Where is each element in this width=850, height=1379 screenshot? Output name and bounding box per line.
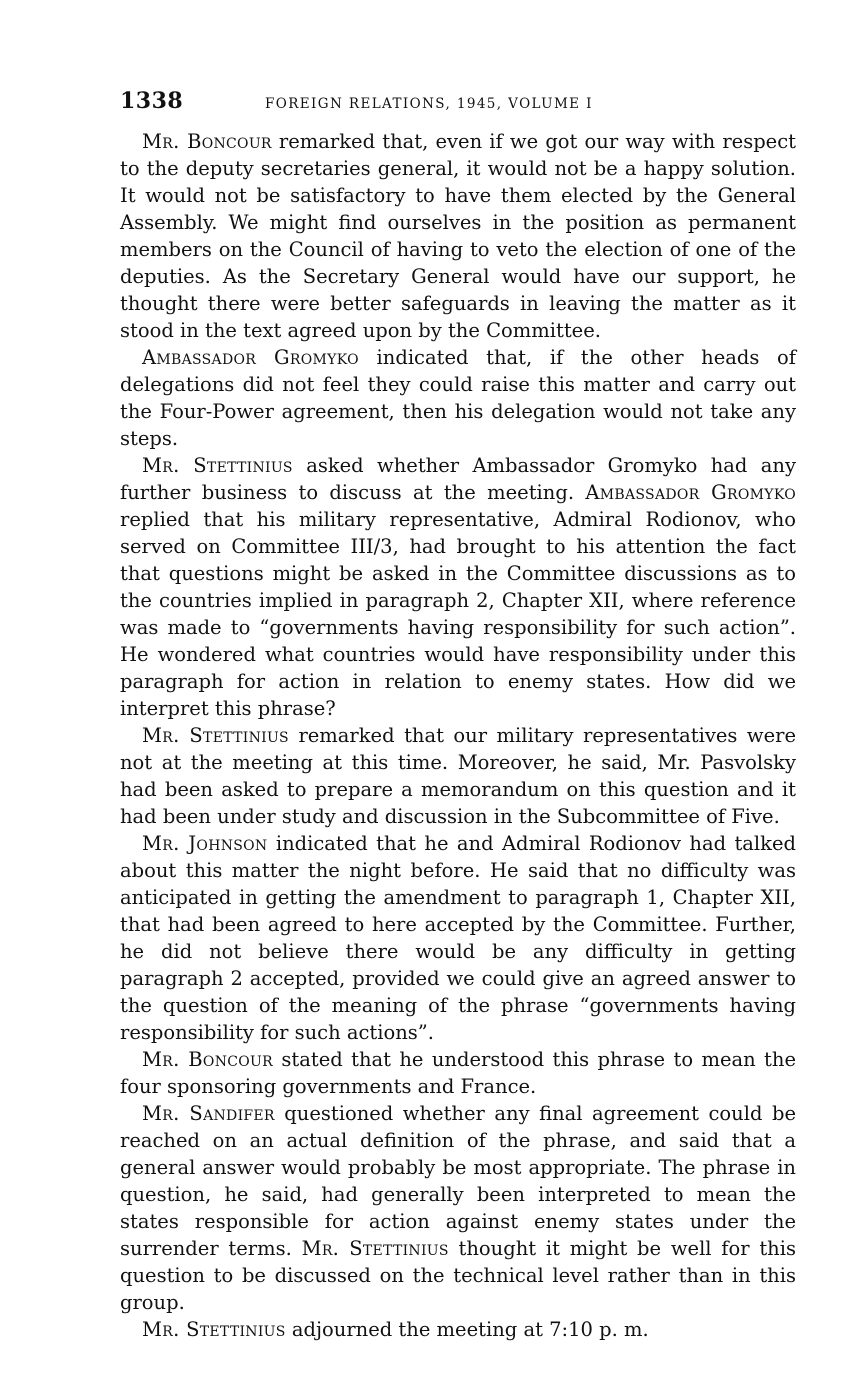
speaker-name: Mr. Sandifer [142,1102,275,1125]
speaker-name: Mr. Stettinius [142,724,289,747]
paragraph-text: stated that he understood this phrase to mean the four sponsoring governments and France. [120,1048,796,1098]
paragraph [120,722,796,830]
speaker-name: Ambassador Gromyko [585,481,796,504]
speaker-name: Ambassador Gromyko [142,346,359,369]
page-header [120,88,796,118]
document-page [120,88,796,1343]
paragraph-text: replied that his military representative, Admiral Rodionov, who served on Committee III/3, had brought to his attention the fact that questions might be asked in the Committee discussions as to the countries implied in paragraph 2, Chapter XII, where reference was made to “governments having responsibility for such action”. He wondered what countries would have responsibility under this paragraph for action in relation to enemy states. How did we interpret this phrase? [120,508,796,720]
body-text [120,128,796,1343]
paragraph [120,344,796,452]
speaker-name: Mr. Boncour [142,130,272,153]
page-number: 1338 [120,88,184,114]
paragraph [120,452,796,722]
paragraph-text: remarked that our military representatives were not at the meeting at this time. Moreover, he said, Mr. Pasvolsky had been asked to prepare a memorandum on this question and it had been under study and discussion in the Subcommittee of Five. [120,724,796,828]
speaker-name: Mr. Stettinius [142,454,293,477]
paragraph-text: asked whether Ambassador Gromyko had any further business to discuss at the meeting. [120,454,796,504]
paragraph-text: thought it might be well for this question to be discussed on the technical level rather than in this group. [120,1237,796,1314]
paragraph [120,1046,796,1100]
paragraph-text: indicated that, if the other heads of delegations did not feel they could raise this matter and carry out the Four-Power agreement, then his delegation would not take any steps. [120,346,796,450]
paragraph [120,1100,796,1316]
speaker-name: Mr. Boncour [142,1048,273,1071]
running-head: FOREIGN RELATIONS, 1945, VOLUME I [265,96,593,112]
paragraph-text: questioned whether any final agreement could be reached on an actual definition of the phrase, and said that a general answer would probably be most appropriate. The phrase in question, he said, had generally been interpreted to mean the states responsible for action against enemy states under the surrender terms. [120,1102,796,1260]
speaker-name: Mr. Stettinius [301,1237,449,1260]
paragraph-text: adjourned the meeting at 7:10 p. m. [285,1318,649,1341]
paragraph [120,1316,796,1343]
paragraph-text: indicated that he and Admiral Rodionov had talked about this matter the night before. He said that no difficulty was anticipated in getting the amendment to paragraph 1, Chapter XII, that had been agreed to here accepted by the Committee. Further, he did not believe there would be any difficulty in getting paragraph 2 accepted, provided we could give an agreed answer to the question of the meaning of the phrase “governments having responsibility for such actions”. [120,832,796,1044]
paragraph [120,128,796,344]
paragraph-text: remarked that, even if we got our way with respect to the deputy secretaries general, it would not be a happy solution. It would not be satisfactory to have them elected by the General Assembly. We might find ourselves in the position as permanent members on the Council of having to veto the election of one of the deputies. As the Secretary General would have our support, he thought there were better safeguards in leaving the matter as it stood in the text agreed upon by the Committee. [120,130,796,342]
speaker-name: Mr. Stettinius [142,1318,286,1341]
speaker-name: Mr. Johnson [142,832,268,855]
paragraph [120,830,796,1046]
